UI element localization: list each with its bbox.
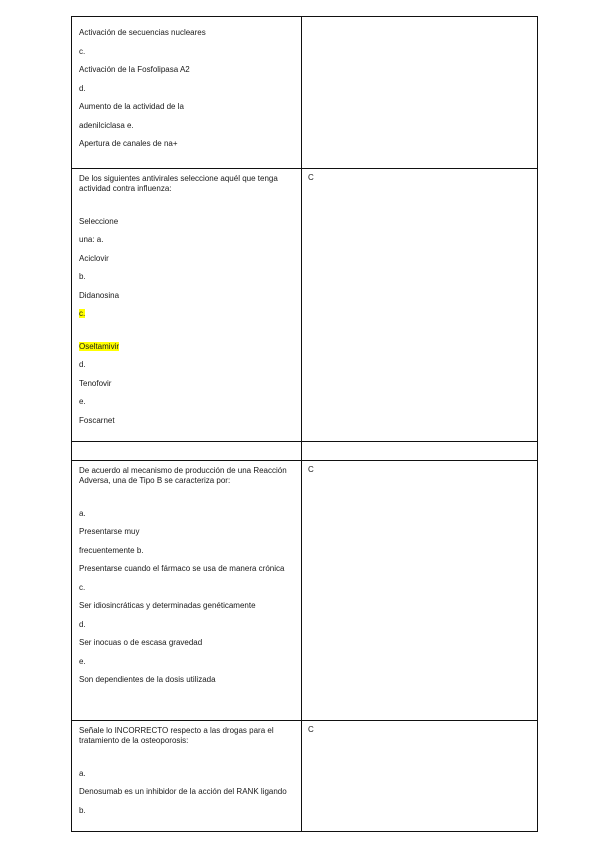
question-cell — [72, 461, 302, 721]
option-text: Foscarnet — [79, 415, 115, 425]
answer-text: C — [308, 465, 314, 474]
question-prompt: Señale lo INCORRECTO respecto a las drogas para el tratamiento de la osteoporosis: — [79, 726, 274, 745]
option-letter: e. — [79, 397, 86, 406]
answer-cell — [302, 169, 538, 442]
empty-cell — [72, 442, 302, 461]
option-text: adenilciclasa e. — [79, 120, 134, 130]
highlighted-option-letter: c. — [79, 309, 86, 318]
option-letter: c. — [79, 582, 86, 592]
option-letter: d. — [79, 83, 86, 93]
answer-cell — [302, 17, 538, 169]
option-letter: b. — [79, 272, 86, 281]
question-prompt: De acuerdo al mecanismo de producción de una Reacción Adversa, una de Tipo B se caracteriza por: — [79, 466, 287, 485]
option-letter: d. — [79, 360, 86, 369]
option-text: Aumento de la actividad de la — [79, 102, 184, 111]
table-row — [72, 17, 538, 169]
option-text: Presentarse muy — [79, 527, 140, 536]
highlighted-option-text: Oseltamivir — [79, 341, 120, 351]
document-page — [71, 16, 529, 832]
option-letter: e. — [79, 656, 86, 666]
option-letter: b. — [79, 805, 86, 815]
question-table — [71, 16, 538, 832]
option-text: Apertura de canales de na+ — [79, 139, 178, 148]
answer-text: C — [308, 173, 314, 182]
option-text: Ser idiosincráticas y determinadas genéticamente — [79, 601, 256, 610]
option-text: Denosumab es un inhibidor de la acción del RANK ligando — [79, 787, 287, 796]
table-row — [72, 721, 538, 832]
option-letter: c. — [79, 46, 86, 56]
question-cell — [72, 17, 302, 169]
option-text: Activación de la Fosfolipasa A2 — [79, 65, 190, 74]
option-text: Didanosina — [79, 290, 120, 300]
option-text: Son dependientes de la dosis utilizada — [79, 675, 216, 684]
option-text: Ser inocuas o de escasa gravedad — [79, 638, 203, 647]
option-text: Presentarse cuando el fármaco se usa de manera crónica — [79, 564, 285, 573]
option-letter: d. — [79, 619, 86, 629]
table-row — [72, 442, 538, 461]
option-text: frecuentemente b. — [79, 545, 144, 555]
question-cell — [72, 721, 302, 832]
table-row — [72, 461, 538, 721]
option-text: Activación de secuencias nucleares — [79, 28, 206, 37]
option-letter: a. — [79, 768, 86, 778]
empty-cell — [302, 442, 538, 461]
option-text: Seleccione — [79, 216, 119, 226]
question-cell — [72, 169, 302, 442]
table-row — [72, 169, 538, 442]
option-text: una: a. — [79, 235, 104, 244]
answer-cell — [302, 721, 538, 832]
answer-cell — [302, 461, 538, 721]
question-prompt: De los siguientes antivirales seleccione aquél que tenga actividad contra influenza: — [79, 174, 278, 193]
option-text: Aciclovir — [79, 253, 109, 263]
option-text: Tenofovir — [79, 378, 112, 388]
option-letter: a. — [79, 508, 86, 518]
answer-text: C — [308, 725, 314, 734]
